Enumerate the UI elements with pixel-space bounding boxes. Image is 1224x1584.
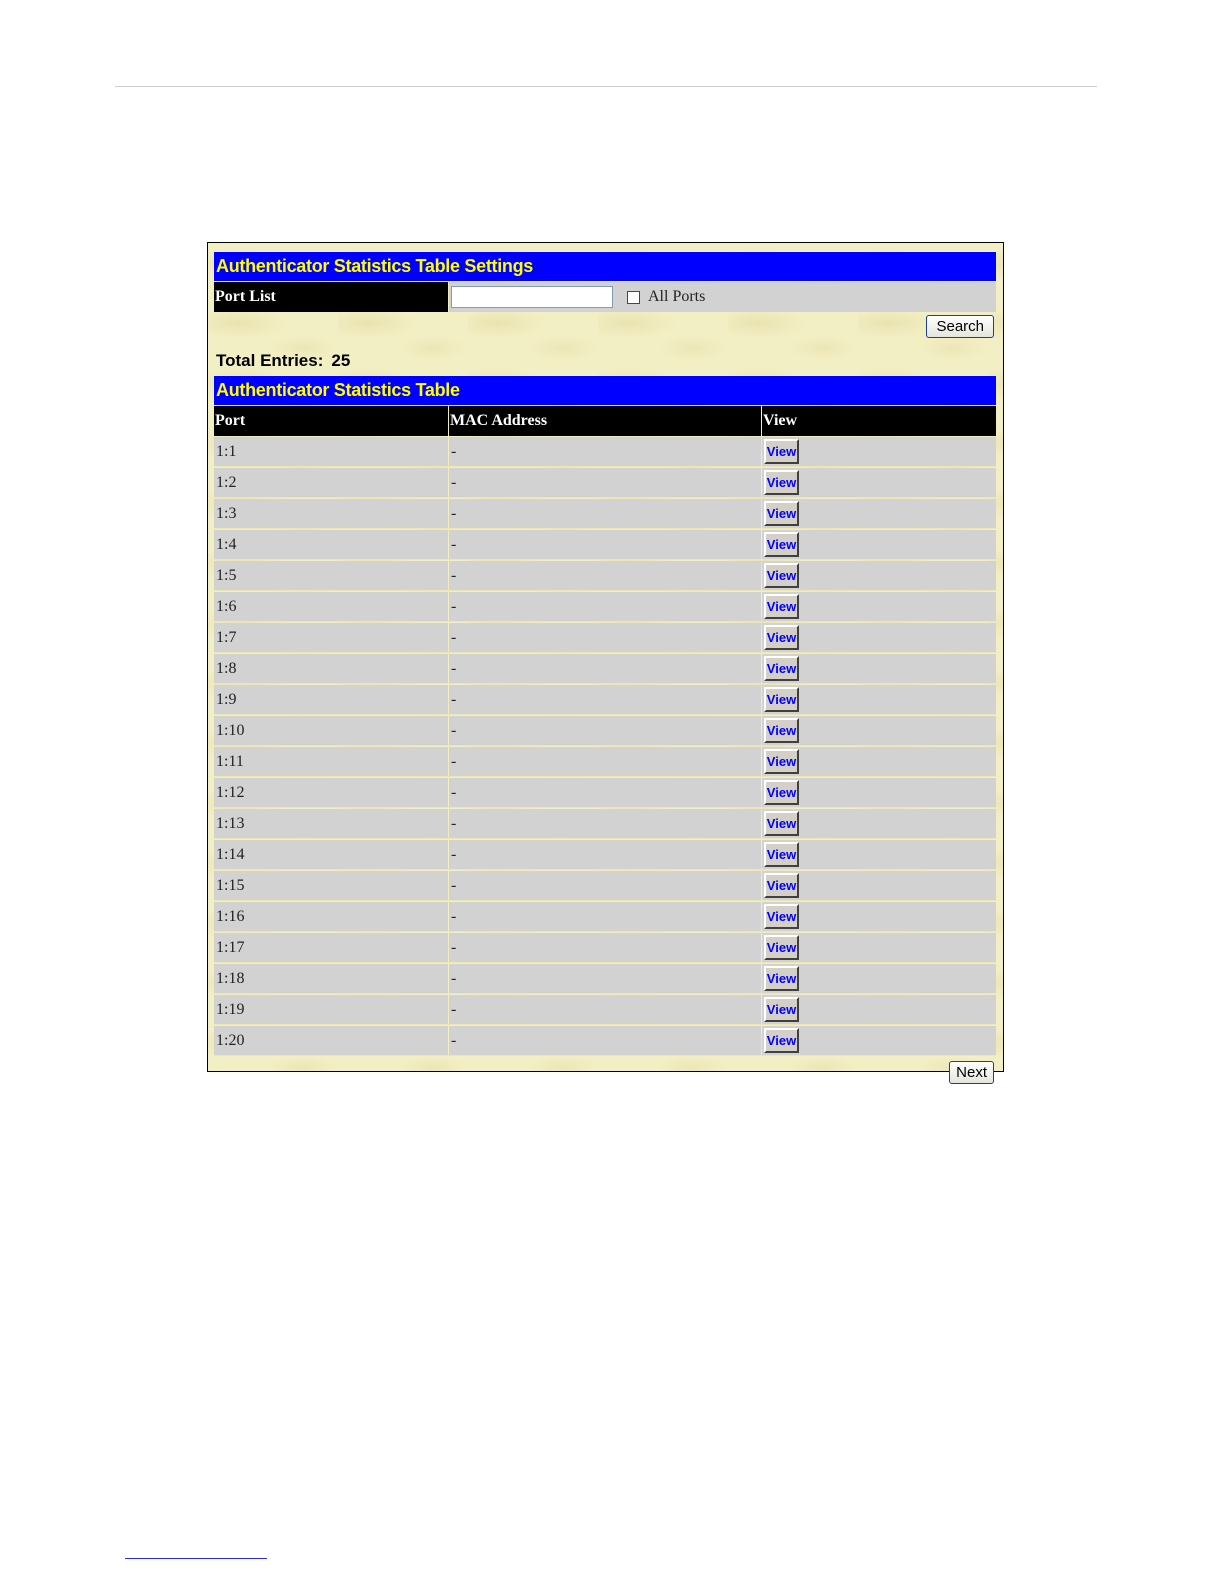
cell-port: 1:4 xyxy=(214,530,448,559)
table-title: Authenticator Statistics Table xyxy=(214,376,996,405)
authenticator-statistics-panel xyxy=(207,242,1004,1081)
cell-port: 1:8 xyxy=(214,654,448,683)
cell-view xyxy=(762,964,996,993)
page-top-rule xyxy=(115,86,1097,87)
cell-port: 1:1 xyxy=(214,437,448,466)
table-row xyxy=(214,561,996,591)
cell-mac-address: - xyxy=(449,561,761,590)
column-header-mac-address: MAC Address xyxy=(449,406,761,436)
cell-mac-address: - xyxy=(449,902,761,931)
table-row xyxy=(214,871,996,901)
cell-mac-address: - xyxy=(449,964,761,993)
table-row xyxy=(214,778,996,808)
cell-view xyxy=(762,654,996,683)
table-header xyxy=(214,406,996,436)
table-row xyxy=(214,747,996,777)
cell-port: 1:15 xyxy=(214,871,448,900)
cell-view xyxy=(762,561,996,590)
column-header-view: View xyxy=(762,406,996,436)
view-button[interactable]: View xyxy=(764,966,799,991)
view-button[interactable]: View xyxy=(764,1028,799,1053)
view-button[interactable]: View xyxy=(764,873,799,898)
view-button[interactable]: View xyxy=(764,687,799,712)
column-header-port: Port xyxy=(214,406,448,436)
port-list-input[interactable] xyxy=(451,286,613,308)
view-button[interactable]: View xyxy=(764,532,799,557)
view-button[interactable]: View xyxy=(764,594,799,619)
cell-view xyxy=(762,1026,996,1055)
cell-view xyxy=(762,778,996,807)
view-button[interactable]: View xyxy=(764,625,799,650)
pagination-row xyxy=(214,1057,996,1093)
table-row xyxy=(214,933,996,963)
search-row xyxy=(214,312,996,346)
cell-mac-address: - xyxy=(449,530,761,559)
total-entries-value: 25 xyxy=(331,351,351,370)
cell-view xyxy=(762,592,996,621)
table-row xyxy=(214,623,996,653)
cell-mac-address: - xyxy=(449,499,761,528)
table-row xyxy=(214,716,996,746)
cell-mac-address: - xyxy=(449,654,761,683)
cell-port: 1:7 xyxy=(214,623,448,652)
table-row xyxy=(214,530,996,560)
cell-port: 1:9 xyxy=(214,685,448,714)
view-button[interactable]: View xyxy=(764,842,799,867)
view-button[interactable]: View xyxy=(764,935,799,960)
cell-view xyxy=(762,499,996,528)
table-row xyxy=(214,468,996,498)
cell-mac-address: - xyxy=(449,468,761,497)
cell-mac-address: - xyxy=(449,592,761,621)
cell-view xyxy=(762,530,996,559)
view-button[interactable]: View xyxy=(764,470,799,495)
cell-view xyxy=(762,437,996,466)
cell-view xyxy=(762,840,996,869)
cell-view xyxy=(762,623,996,652)
cell-port: 1:20 xyxy=(214,1026,448,1055)
cell-mac-address: - xyxy=(449,871,761,900)
all-ports-label: All Ports xyxy=(648,288,706,305)
view-button[interactable]: View xyxy=(764,749,799,774)
settings-title: Authenticator Statistics Table Settings xyxy=(214,252,996,281)
table-body xyxy=(214,437,996,1056)
cell-port: 1:3 xyxy=(214,499,448,528)
port-list-row xyxy=(214,282,996,312)
cell-mac-address: - xyxy=(449,1026,761,1055)
cell-mac-address: - xyxy=(449,685,761,714)
cell-port: 1:16 xyxy=(214,902,448,931)
table-row xyxy=(214,437,996,467)
cell-view xyxy=(762,902,996,931)
port-list-label: Port List xyxy=(214,282,448,312)
cell-port: 1:12 xyxy=(214,778,448,807)
cell-view xyxy=(762,933,996,962)
cell-mac-address: - xyxy=(449,933,761,962)
view-button[interactable]: View xyxy=(764,656,799,681)
cell-port: 1:17 xyxy=(214,933,448,962)
view-button[interactable]: View xyxy=(764,997,799,1022)
port-list-controls xyxy=(449,282,996,312)
table-row xyxy=(214,685,996,715)
cell-port: 1:6 xyxy=(214,592,448,621)
cell-mac-address: - xyxy=(449,995,761,1024)
cell-mac-address: - xyxy=(449,809,761,838)
view-button[interactable]: View xyxy=(764,563,799,588)
cell-port: 1:19 xyxy=(214,995,448,1024)
table-row xyxy=(214,995,996,1025)
view-button[interactable]: View xyxy=(764,718,799,743)
total-entries-label: Total Entries: xyxy=(216,351,324,370)
cell-mac-address: - xyxy=(449,437,761,466)
cell-view xyxy=(762,747,996,776)
cell-mac-address: - xyxy=(449,747,761,776)
table-row xyxy=(214,809,996,839)
total-entries xyxy=(214,346,996,376)
cell-view xyxy=(762,685,996,714)
next-button[interactable]: Next xyxy=(949,1061,994,1084)
cell-mac-address: - xyxy=(449,778,761,807)
table-row xyxy=(214,1026,996,1056)
view-button[interactable]: View xyxy=(764,439,799,464)
cell-mac-address: - xyxy=(449,716,761,745)
cell-view xyxy=(762,871,996,900)
table-row xyxy=(214,499,996,529)
table-row xyxy=(214,902,996,932)
panel-inner xyxy=(214,252,996,1093)
cell-mac-address: - xyxy=(449,840,761,869)
cell-port: 1:10 xyxy=(214,716,448,745)
cell-port: 1:14 xyxy=(214,840,448,869)
cell-view xyxy=(762,809,996,838)
cell-mac-address: - xyxy=(449,623,761,652)
view-button[interactable]: View xyxy=(764,780,799,805)
table-row xyxy=(214,964,996,994)
search-button[interactable]: Search xyxy=(926,315,994,338)
view-button[interactable]: View xyxy=(764,811,799,836)
cell-port: 1:13 xyxy=(214,809,448,838)
table-row xyxy=(214,840,996,870)
cell-port: 1:2 xyxy=(214,468,448,497)
view-button[interactable]: View xyxy=(764,904,799,929)
page-bottom-link-rule xyxy=(125,1558,267,1559)
cell-port: 1:5 xyxy=(214,561,448,590)
cell-view xyxy=(762,995,996,1024)
table-row xyxy=(214,592,996,622)
all-ports-checkbox[interactable] xyxy=(627,291,640,304)
cell-port: 1:11 xyxy=(214,747,448,776)
cell-port: 1:18 xyxy=(214,964,448,993)
view-button[interactable]: View xyxy=(764,501,799,526)
cell-view xyxy=(762,716,996,745)
cell-view xyxy=(762,468,996,497)
table-row xyxy=(214,654,996,684)
